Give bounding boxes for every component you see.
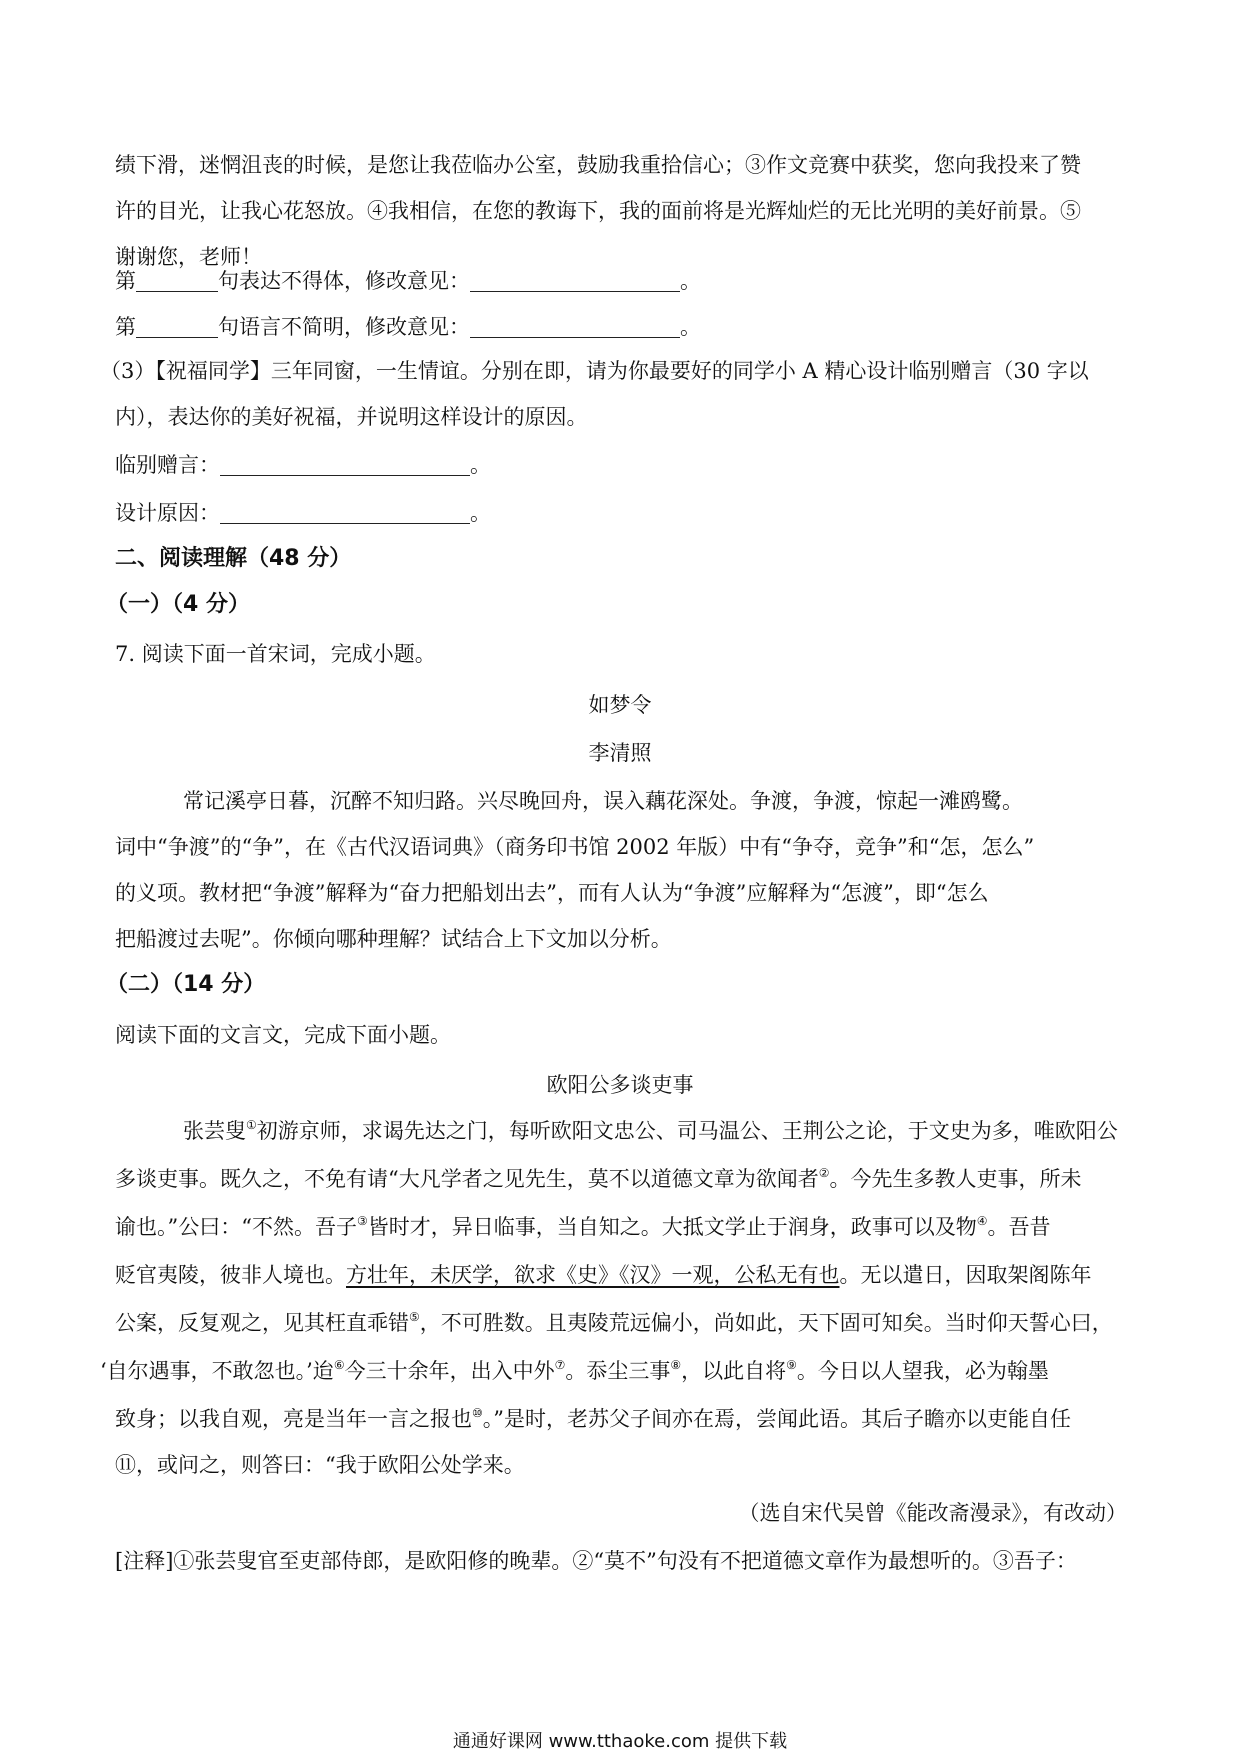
section-heading: 二、阅读理解（48 分） xyxy=(115,546,352,571)
answer-blank[interactable] xyxy=(470,315,680,338)
footnote-marker: ⑦ xyxy=(554,1358,566,1372)
paragraph-line: 许的目光，让我心花怒放。④我相信，在您的教诲下，我的面前将是光辉灿烂的无比光明的美好前景。⑤ xyxy=(115,199,1081,223)
footnote-marker: ④ xyxy=(976,1214,988,1228)
answer-blank[interactable] xyxy=(136,315,218,338)
article-line: 张芸叟①初游京师，求谒先达之门，每听欧阳文忠公、司马温公、王荆公之论，于文史为多，唯欧阳公 xyxy=(183,1118,1118,1143)
article-line: 谕也。”公曰：“不然。吾子③皆时才，异日临事，当自知之。大抵文学止于润身，政事可以及物④。吾昔 xyxy=(115,1214,1051,1239)
paragraph-line: 的义项。教材把“争渡”解释为“奋力把船划出去”，而有人认为“争渡”应解释为“怎渡”，即“怎么 xyxy=(115,881,989,905)
paragraph-line: 词中“争渡”的“争”，在《古代汉语词典》（商务印书馆 2002 年版）中有“争夺，竞争”和“怎，怎么” xyxy=(115,835,1035,859)
period: 。 xyxy=(680,315,701,339)
article-line: 多谈吏事。既久之，不免有请“大凡学者之见先生，莫不以道德文章为欲闻者②。今先生多教人吏事，所未 xyxy=(115,1166,1082,1191)
footnote-marker: ⑧ xyxy=(670,1358,682,1372)
answer-row xyxy=(115,450,1135,480)
field-label: 设计原因： xyxy=(115,501,220,525)
paragraph-line: 谢谢您，老师！ xyxy=(115,245,262,269)
field-label: 临别赠言： xyxy=(115,453,220,477)
period: 。 xyxy=(470,453,491,477)
paragraph-line: 把船渡过去呢”。你倾向哪种理解？试结合上下文加以分析。 xyxy=(115,927,672,951)
question-title: 7. 阅读下面一首宋词，完成小题。 xyxy=(115,642,436,666)
poem-author: 李清照 xyxy=(588,741,652,765)
answer-row xyxy=(115,498,1135,528)
article-title: 欧阳公多谈吏事 xyxy=(546,1073,694,1097)
poem-title: 如梦令 xyxy=(588,693,652,717)
source-citation: （选自宋代吴曾《能改斋漫录》，有改动） xyxy=(738,1501,1127,1525)
article-line: ‘自尔遇事，不敢忽也。’迨⑥今三十余年，出入中外⑦。忝尘三事⑧，以此自将⑨。今日以人望我，必为翰墨 xyxy=(100,1358,1049,1383)
question-text: 句语言不简明，修改意见： xyxy=(218,315,470,339)
period: 。 xyxy=(680,269,701,293)
footnote-marker: ① xyxy=(246,1118,257,1132)
answer-blank[interactable] xyxy=(220,453,470,476)
question-text: 句表达不得体，修改意见： xyxy=(218,269,470,293)
answer-blank[interactable] xyxy=(220,501,470,524)
poem-text: 常记溪亭日暮，沉醉不知归路。兴尽晚回舟，误入藕花深处。争渡，争渡，惊起一滩鸥鹭。 xyxy=(183,789,1023,813)
paragraph-line: 绩下滑，迷惘沮丧的时候，是您让我莅临办公室，鼓励我重拾信心；③作文竞赛中获奖，您向我投来了赞 xyxy=(115,153,1081,177)
paragraph-line: （3）【祝福同学】三年同窗，一生情谊。分别在即，请为你最要好的同学小 A 精心设计临别赠言（30 字以 xyxy=(100,359,1089,383)
footnote-marker: ⑩ xyxy=(472,1406,483,1420)
article-line: 贬官夷陵，彼非人境也。方壮年，未厌学，欲求《史》《汉》一观，公私无有也。无以遣日，因取架阁陈年 xyxy=(115,1263,1092,1287)
answer-blank[interactable] xyxy=(136,269,218,292)
footnote-marker: ② xyxy=(818,1166,830,1180)
question-row xyxy=(115,312,1135,342)
paragraph-line: 阅读下面的文言文，完成下面小题。 xyxy=(115,1023,451,1047)
footnote-marker: ⑤ xyxy=(409,1310,420,1324)
question-row xyxy=(115,266,1135,296)
article-line: 致身；以我自观，亮是当年一言之报也⑩。”是时，老苏父子间亦在焉，尝闻此语。其后子瞻亦以吏能自任 xyxy=(115,1406,1071,1431)
underlined-sentence: 方壮年，未厌学，欲求《史》《汉》一观，公私无有也 xyxy=(346,1263,840,1287)
page-footer: 通通好课网 www.tthaoke.com 提供下载 xyxy=(452,1731,788,1752)
question-prefix: 第 xyxy=(115,315,136,339)
subsection-heading: （一）（4 分） xyxy=(106,592,250,617)
question-prefix: 第 xyxy=(115,269,136,293)
period: 。 xyxy=(470,501,491,525)
footnote-marker: ③ xyxy=(356,1214,368,1228)
answer-blank[interactable] xyxy=(470,269,680,292)
annotation-notes: [注释]①张芸叟官至吏部侍郎，是欧阳修的晚辈。②“莫不”句没有不把道德文章作为最想听的。③吾子： xyxy=(115,1549,1077,1573)
article-line: ⑪，或问之，则答曰：“我于欧阳公处学来。 xyxy=(115,1453,525,1477)
article-line: 公案，反复观之，见其枉直乖错⑤，不可胜数。且夷陵荒远偏小，尚如此，天下固可知矣。当时仰天誓心曰， xyxy=(115,1310,1113,1335)
paragraph-line: 内），表达你的美好祝福，并说明这样设计的原因。 xyxy=(115,405,588,429)
subsection-heading: （二）（14 分） xyxy=(106,972,266,997)
footnote-marker: ⑨ xyxy=(786,1358,797,1372)
footnote-marker: ⑥ xyxy=(333,1358,345,1372)
